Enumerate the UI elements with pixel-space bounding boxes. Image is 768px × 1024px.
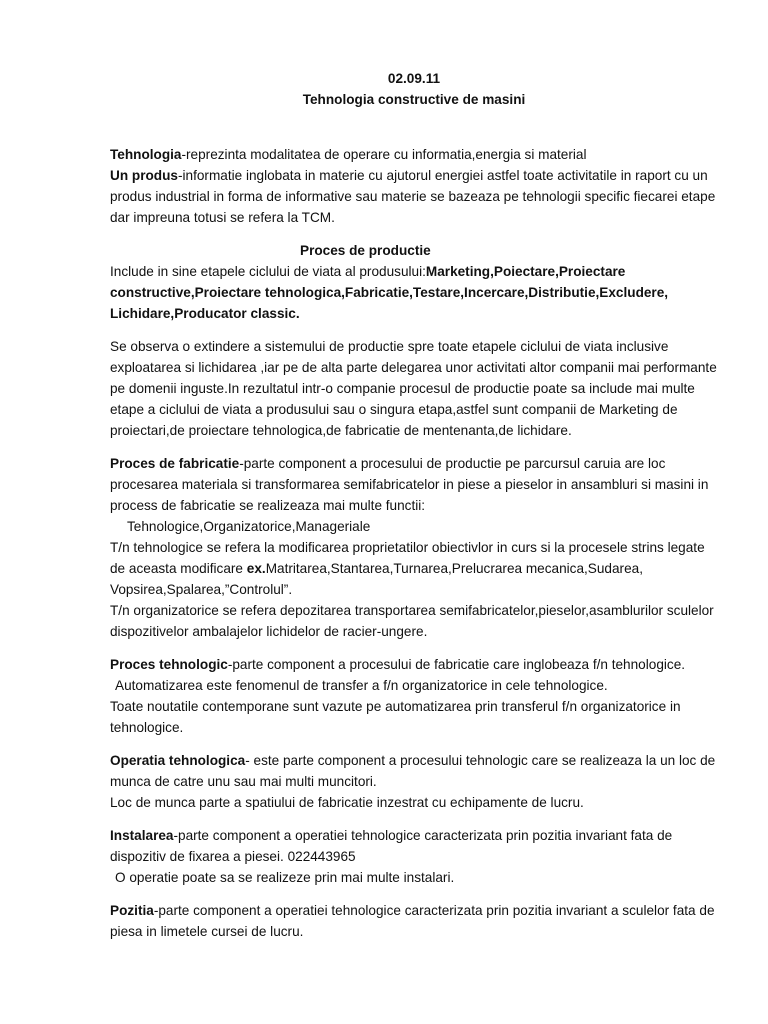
definition-produs: -informatie inglobata in materie cu ajutorul energiei astfel toate activitatile in raport cu un produs industrial in forma de informative sau materie se bazeaza pe tehnologii specific fiecarei etape dar impreuna totusi se refera la TCM.	[110, 168, 716, 225]
paragraph-extindere: Se observa o extindere a sistemului de productie spre toate etapele ciclului de viata inclusive exploatarea si lichidarea ,iar pe de alta parte delegarea unor activitati altor companii mai performante pe domenii inguste.In rezultatul intr-o companie procesul de productie poate sa include mai multe etape a ciclului de viata a produsului sau o singura etapa,astfel sunt companii de Marketing de proiectari,de proiectare tehnologica,de fabricatie de mentenanta,de lichidare.	[110, 339, 717, 438]
spacer	[110, 642, 718, 654]
paragraph-proces-productie	[110, 261, 718, 324]
term-produs: Un produs	[110, 168, 178, 183]
term-pozitia: Pozitia	[110, 903, 154, 918]
spacer	[110, 110, 718, 144]
paragraph-produs	[110, 165, 718, 228]
definition-proces-fabricatie: -parte component a procesului de productie pe parcursul caruia are loc procesarea materiala si transformarea semifabricatelor in piese a pieselor in ansambluri si masini in process de fabricatie se realizeaza mai multe functii:	[110, 456, 709, 513]
spacer	[110, 738, 718, 750]
paragraph-noutati: Toate noutatile contemporane sunt vazute pe automatizarea prin transferul f/n organizatorice in tehnologice.	[110, 699, 681, 735]
definition-operatia: - este parte component a procesului tehnologic care se realizeaza la un loc de munca de catre unu sau mai multi muncitori.	[110, 753, 716, 789]
paragraph-tn-organizatorice: T/n organizatorice se refera depozitarea transportarea semifabricatelor,pieselor,asamblurilor sculelor dispozitivelor ambalajelor lichidelor de racier-ungere.	[110, 603, 714, 639]
paragraph-operatia	[110, 750, 718, 792]
term-proces-tehnologic: Proces tehnologic	[110, 657, 228, 672]
definition-instalarea: -parte component a operatiei tehnologice caracterizata prin pozitia invariant fata de dispozitiv de fixarea a piesei. 022443965	[110, 828, 673, 864]
spacer	[110, 813, 718, 825]
tn-tehnologice-text: T/n tehnologice se refera la modificarea proprietatilor obiectivlor in curs si la procesele strins legate de aceasta modificare	[110, 540, 705, 576]
term-operatia: Operatia tehnologica	[110, 753, 246, 768]
term-proces-fabricatie: Proces de fabricatie	[110, 456, 240, 471]
tn-tehnologice-examples: Matritarea,Stantarea,Turnarea,Prelucrarea mecanica,Sudarea, Vopsirea,Spalarea,”Controlul”.	[110, 561, 643, 597]
paragraph-instalari-note: O operatie poate sa se realizeze prin mai multe instalari.	[115, 870, 455, 885]
paragraph-proces-fabricatie	[110, 453, 718, 516]
term-tehnologia: Tehnologia	[110, 147, 182, 162]
proces-productie-intro: Include in sine etapele ciclului de viata al produsului:	[110, 264, 426, 279]
paragraph-loc-de-munca: Loc de munca parte a spatiului de fabricatie inzestrat cu echipamente de lucru.	[110, 795, 584, 810]
paragraph-tehnologia	[110, 144, 718, 165]
spacer	[110, 324, 718, 336]
heading-proces-productie: Proces de productie	[300, 243, 431, 258]
term-instalarea: Instalarea	[110, 828, 174, 843]
functions-list: Tehnologice,Organizatorice,Manageriale	[127, 519, 371, 534]
paragraph-automatizare: Automatizarea este fenomenul de transfer a f/n organizatorice in cele tehnologice.	[115, 678, 608, 693]
paragraph-pozitia	[110, 900, 718, 942]
definition-tehnologia: -reprezinta modalitatea de operare cu informatia,energia si material	[181, 147, 587, 162]
spacer	[110, 228, 718, 240]
paragraph-proces-tehnologic	[110, 654, 718, 675]
spacer	[110, 888, 718, 900]
tn-tehnologice-ex: ex.	[246, 561, 266, 576]
document-body	[110, 68, 718, 942]
definition-proces-tehnologic: -parte component a procesului de fabricatie care inglobeaza f/n tehnologice.	[227, 657, 686, 672]
paragraph-instalarea	[110, 825, 718, 867]
paragraph-tn-tehnologice	[110, 537, 718, 600]
document-date: 02.09.11	[387, 71, 441, 86]
proces-productie-stages: Marketing,Poiectare,Proiectare constructive,Proiectare tehnologica,Fabricatie,Testare,Incercare,Distributie,Excludere, Lichidare,Producator classic.	[110, 264, 669, 321]
document-title: Tehnologia constructive de masini	[302, 92, 526, 107]
spacer	[110, 441, 718, 453]
definition-pozitia: -parte component a operatiei tehnologice caracterizata prin pozitia invariant a sculelor fata de piesa in limetele cursei de lucru.	[110, 903, 715, 939]
